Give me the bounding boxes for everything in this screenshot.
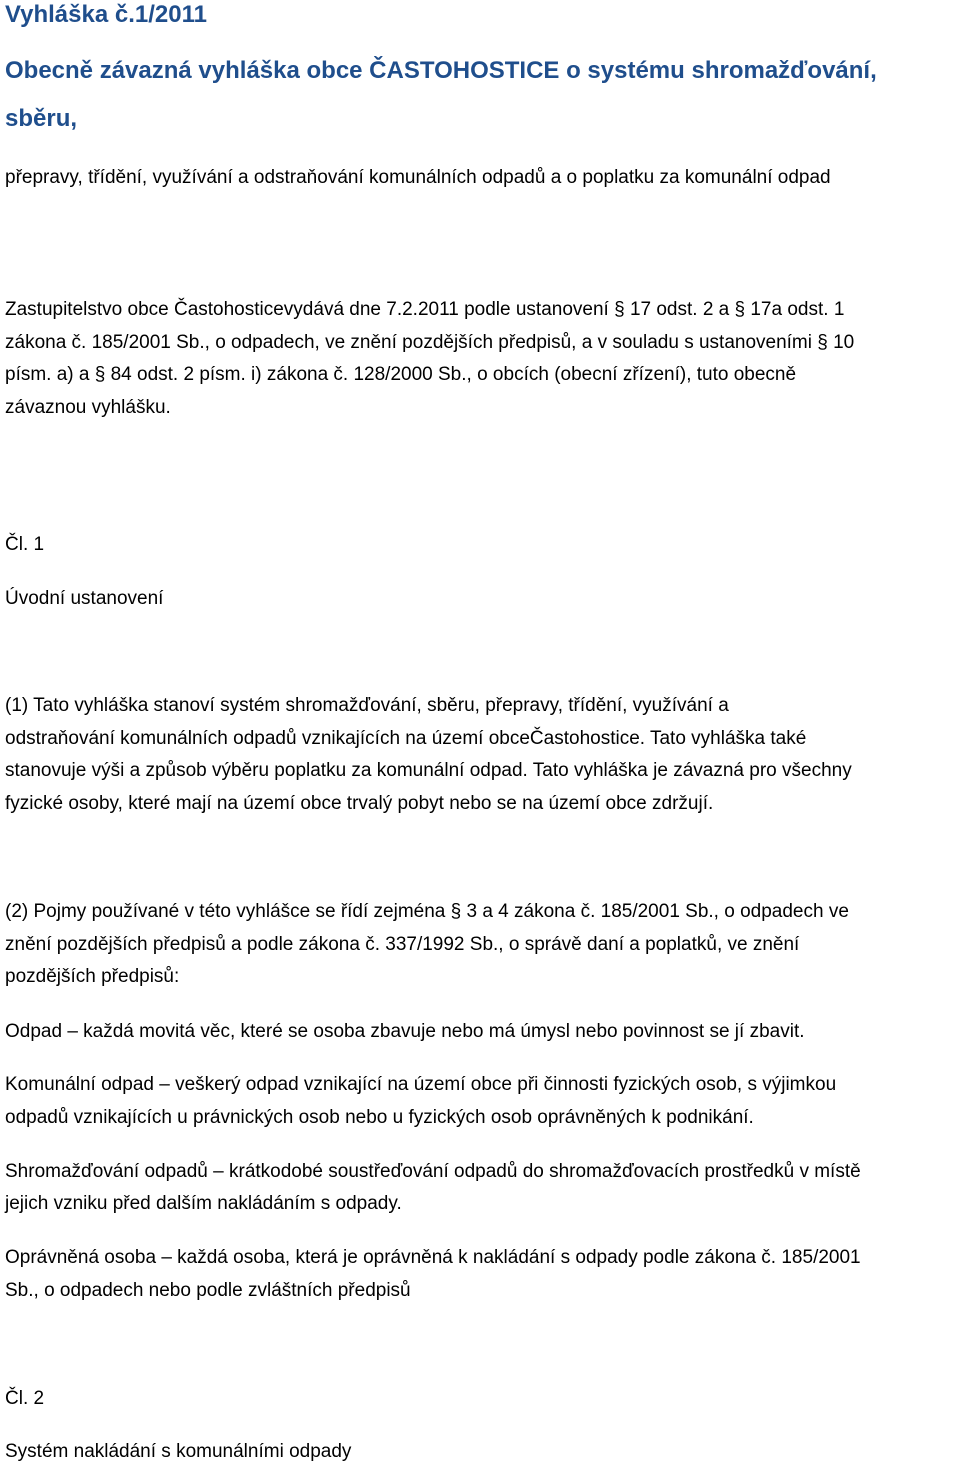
article-1-para-1-line-4: fyzické osoby, které mají na území obce trvalý pobyt nebo se na území obce zdržují. [5, 793, 714, 814]
article-2-label: Čl. 2 [5, 1388, 45, 1409]
preamble-line-4: závaznou vyhlášku. [5, 397, 171, 418]
definition-odpad: Odpad – každá movitá věc, které se osoba zbavuje nebo má úmysl nebo povinnost se jí zbavit. [5, 1021, 805, 1042]
article-2-heading: Systém nakládání s komunálními odpady [5, 1441, 352, 1462]
article-1-para-2-line-3: pozdějších předpisů: [5, 966, 180, 987]
document-title-line-1: Obecně závazná vyhláška obce ČASTOHOSTICE o systému shromažďování, [5, 57, 877, 84]
article-1-label: Čl. 1 [5, 534, 45, 555]
article-1-para-1-line-1: (1) Tato vyhláška stanoví systém shromažďování, sběru, přepravy, třídění, využívání a [5, 695, 729, 716]
document-title-line-2: sběru, [5, 105, 78, 132]
definition-shromazdovani-line-1: Shromažďování odpadů – krátkodobé soustřeďování odpadů do shromažďovacích prostředků v místě [5, 1161, 861, 1182]
article-1-para-1-line-3: stanovuje výši a způsob výběru poplatku za komunální odpad. Tato vyhláška je závazná pro všechny [5, 760, 852, 781]
definition-shromazdovani-line-2: jejich vzniku před dalším nakládáním s odpady. [5, 1193, 402, 1214]
article-1-para-1-line-2: odstraňování komunálních odpadů vznikajících na území obceČastohostice. Tato vyhláška také [5, 728, 807, 749]
article-1-para-2-line-2: znění pozdějších předpisů a podle zákona č. 337/1992 Sb., o správě daní a poplatků, ve znění [5, 934, 800, 955]
definition-komunalni-odpad-line-1: Komunální odpad – veškerý odpad vznikající na území obce při činnosti fyzických osob, s výjimkou [5, 1074, 837, 1095]
preamble-line-1: Zastupitelstvo obce Častohosticevydává dne 7.2.2011 podle ustanovení § 17 odst. 2 a § 17a odst. 1 [5, 299, 845, 320]
preamble-line-2: zákona č. 185/2001 Sb., o odpadech, ve znění pozdějších předpisů, a v souladu s ustanoveními § 10 [5, 332, 855, 353]
definition-komunalni-odpad-line-2: odpadů vznikajících u právnických osob nebo u fyzických osob oprávněných k podnikání. [5, 1107, 754, 1128]
article-1-para-2-line-1: (2) Pojmy používané v této vyhlášce se řídí zejména § 3 a 4 zákona č. 185/2001 Sb., o odpadech ve [5, 901, 849, 922]
definition-opravnena-osoba-line-2: Sb., o odpadech nebo podle zvláštních předpisů [5, 1280, 411, 1301]
article-1-heading: Úvodní ustanovení [5, 588, 164, 609]
preamble-line-3: písm. a) a § 84 odst. 2 písm. i) zákona č. 128/2000 Sb., o obcích (obecní zřízení), tuto obecně [5, 364, 797, 385]
document-heading: Vyhláška č.1/2011 [5, 1, 207, 28]
document-subtitle: přepravy, třídění, využívání a odstraňování komunálních odpadů a o poplatku za komunální odpad [5, 167, 831, 188]
definition-opravnena-osoba-line-1: Oprávněná osoba – každá osoba, která je oprávněná k nakládání s odpady podle zákona č. 185/2001 [5, 1247, 861, 1268]
